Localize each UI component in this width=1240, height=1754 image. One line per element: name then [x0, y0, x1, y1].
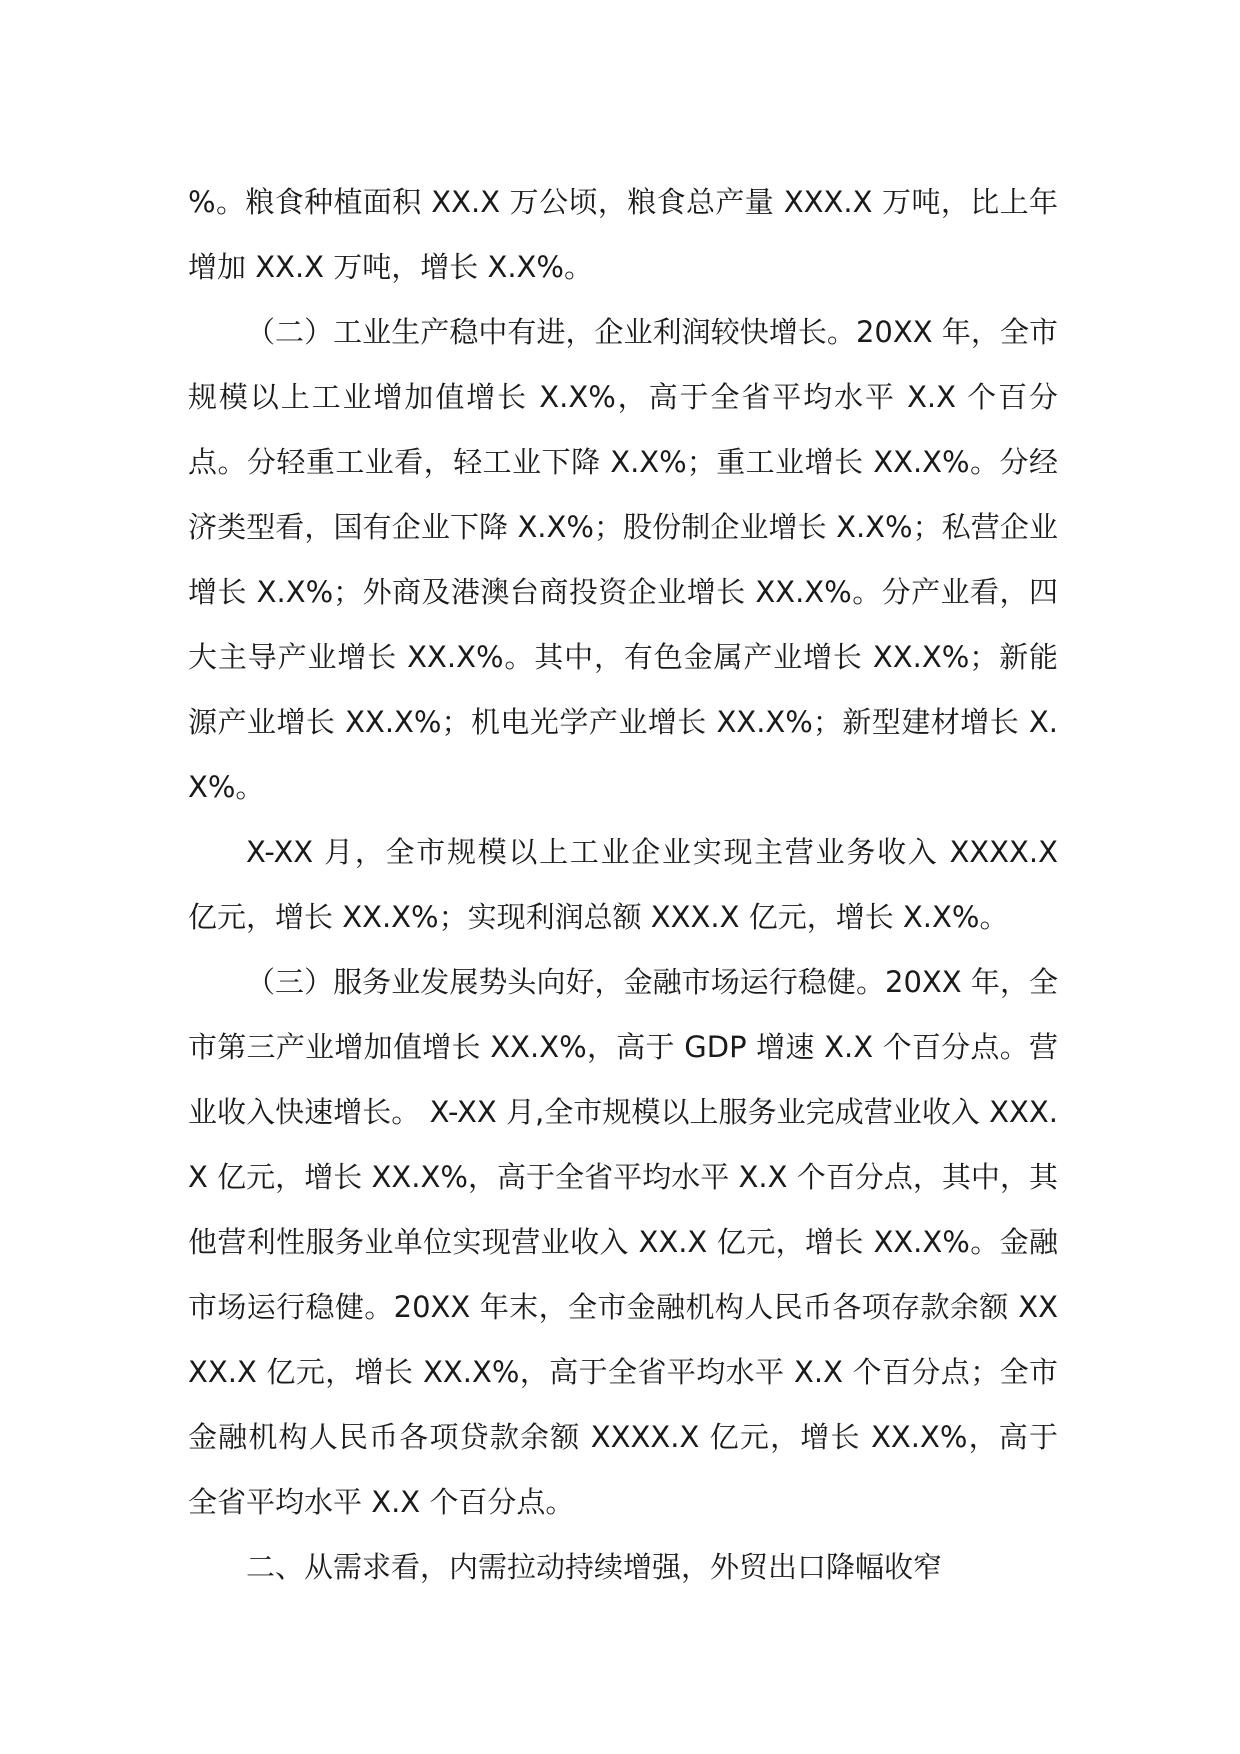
- paragraph-industrial-revenue: X-XX 月，全市规模以上工业企业实现主营业务收入 XXXX.X 亿元，增长 XX.X%；实现利润总额 XXX.X 亿元，增长 X.X%。: [188, 835, 1058, 934]
- document-body: [188, 170, 1058, 1600]
- paragraph-grain-output: %。粮食种植面积 XX.X 万公顷，粮食总产量 XXX.X 万吨，比上年增加 XX.X 万吨，增长 X.X%。: [188, 185, 1058, 284]
- paragraph-services-finance: （三）服务业发展势头向好，金融市场运行稳健。20XX 年，全市第三产业增加值增长 XX.X%，高于 GDP 增速 X.X 个百分点。营业收入快速增长。 X-XX 月,全市规模以上服务业完成营业收入 XXX.X 亿元，增长 XX.X%，高于全省平均水平 X.X 个百分点，其中，其他营利性服务业单位实现营业收入 XX.X 亿元，增长 XX.X%。金融市场运行稳健。20XX 年末，全市金融机构人民币各项存款余额 XXXX.X 亿元，增长 XX.X%，高于全省平均水平 X.X 个百分点；全市金融机构人民币各项贷款余额 XXXX.X 亿元，增长 XX.X%，高于全省平均水平 X.X 个百分点。: [188, 965, 1058, 1519]
- section-heading-demand: 二、从需求看，内需拉动持续增强，外贸出口降幅收窄: [246, 1550, 943, 1584]
- paragraph-industrial-production: （二）工业生产稳中有进，企业利润较快增长。20XX 年，全市规模以上工业增加值增长 X.X%，高于全省平均水平 X.X 个百分点。分轻重工业看，轻工业下降 X.X%；重工业增长 XX.X%。分经济类型看，国有企业下降 X.X%；股份制企业增长 X.X%；私营企业增长 X.X%；外商及港澳台商投资企业增长 XX.X%。分产业看，四大主导产业增长 XX.X%。其中，有色金属产业增长 XX.X%；新能源产业增长 XX.X%；机电光学产业增长 XX.X%；新型建材增长 X.X%。: [188, 315, 1058, 804]
